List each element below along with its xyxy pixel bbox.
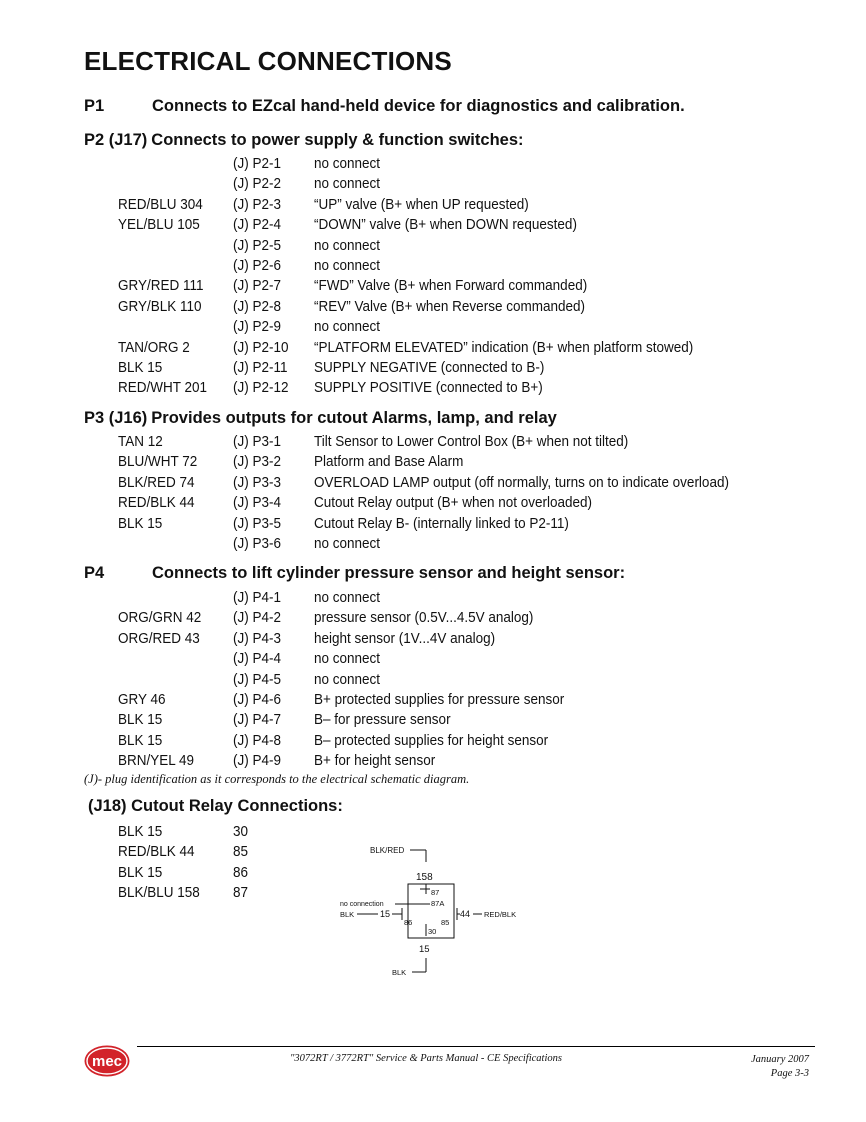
- pin-row: [0, 650, 866, 670]
- pin-description: SUPPLY POSITIVE (connected to B+): [314, 379, 543, 397]
- section-code: P4: [84, 564, 105, 582]
- relay-terminal-label: 85: [233, 843, 249, 861]
- wire-color-label: BRN/YEL 49: [118, 752, 195, 770]
- pin-label: (J) P2-8: [233, 297, 282, 315]
- section-p3-heading: [84, 409, 557, 428]
- pin-description: no connect: [314, 175, 381, 193]
- pin-description: no connect: [314, 318, 381, 336]
- pin-description: no connect: [314, 589, 381, 606]
- pin-label: (J) P2-5: [233, 236, 282, 254]
- pin-row: [0, 339, 866, 359]
- pin-label: (J) P2-10: [233, 338, 289, 356]
- wire-color-label: ORG/GRN 42: [118, 609, 202, 627]
- pin-description: no connect: [314, 256, 381, 274]
- relay-terminal-label: 30: [233, 823, 249, 840]
- relay-bottom-wire-label: BLK: [392, 968, 407, 977]
- wire-color-label: RED/BLK 44: [118, 494, 195, 512]
- wire-color-label: BLK 15: [118, 823, 163, 840]
- pin-row: [0, 433, 866, 453]
- relay-diagram: [330, 838, 530, 983]
- mec-logo: [83, 1044, 131, 1078]
- pin-description: height sensor (1V...4V analog): [314, 629, 496, 647]
- section-description: Provides outputs for cutout Alarms, lamp, and relay: [151, 409, 557, 427]
- pin-label: (J) P4-8: [233, 731, 282, 749]
- wire-color-label: RED/WHT 201: [118, 379, 208, 397]
- pin-label: (J) P2-2: [233, 175, 282, 193]
- relay-bottom-number: 15: [419, 944, 430, 955]
- section-description: Connects to lift cylinder pressure sensor and height sensor:: [152, 564, 626, 582]
- pin-row: [0, 752, 866, 772]
- relay-terminal-30: 30: [428, 927, 437, 936]
- pin-row: [0, 318, 866, 338]
- pin-label: (J) P4-9: [233, 752, 282, 770]
- wire-color-label: BLK 15: [118, 731, 163, 749]
- pin-label: (J) P2-4: [233, 216, 282, 234]
- pin-description: “REV” Valve (B+ when Reverse commanded): [314, 297, 585, 315]
- wire-color-label: BLU/WHT 72: [118, 453, 198, 471]
- pin-description: no connect: [314, 670, 381, 688]
- wire-color-label: BLK 15: [118, 358, 163, 376]
- wire-color-label: BLK 15: [118, 514, 163, 532]
- pin-description: Cutout Relay B- (internally linked to P2-11): [314, 514, 569, 532]
- relay-right-number: 44: [460, 909, 471, 919]
- relay-top-wire-label: BLK/RED: [370, 846, 405, 855]
- pin-label: (J) P3-5: [233, 514, 282, 532]
- pin-description: “PLATFORM ELEVATED” indication (B+ when platform stowed): [314, 338, 694, 356]
- pin-row: [0, 609, 866, 629]
- pin-row: [0, 277, 866, 297]
- pin-description: “FWD” Valve (B+ when Forward commanded): [314, 277, 588, 295]
- logo-text: mec: [91, 1053, 123, 1070]
- pin-label: (J) P2-7: [233, 277, 282, 295]
- wire-color-label: BLK 15: [118, 711, 163, 729]
- section-p4-heading: [84, 564, 626, 583]
- relay-left-number: 15: [380, 909, 391, 919]
- pin-description: no connect: [314, 650, 381, 668]
- pin-label: (J) P3-6: [233, 534, 282, 552]
- section-p2-heading: [84, 131, 524, 150]
- pin-row: [0, 515, 866, 535]
- p4-pin-list: [0, 589, 866, 773]
- wire-color-label: ORG/RED 43: [118, 629, 200, 647]
- wire-color-label: TAN/ORG 2: [118, 338, 190, 356]
- pin-description: no connect: [314, 236, 381, 254]
- wire-color-label: RED/BLK 44: [118, 843, 195, 861]
- pin-row: [0, 630, 866, 650]
- section-description: Connects to power supply & function switches:: [151, 131, 524, 149]
- pin-description: SUPPLY NEGATIVE (connected to B-): [314, 358, 545, 376]
- pin-label: (J) P2-1: [233, 155, 282, 172]
- section-description: Connects to EZcal hand-held device for diagnostics and calibration.: [152, 97, 685, 115]
- relay-terminal-label: 86: [233, 863, 249, 881]
- pin-label: (J) P4-3: [233, 629, 282, 647]
- pin-description: B+ for height sensor: [314, 752, 436, 770]
- pin-row: [0, 711, 866, 731]
- pin-row: [0, 379, 866, 399]
- footer-page-number: Page 3-3: [770, 1068, 809, 1079]
- wire-color-label: TAN 12: [118, 433, 163, 450]
- pin-row: [0, 359, 866, 379]
- page-title: ELECTRICAL CONNECTIONS: [84, 46, 452, 76]
- pin-label: (J) P4-7: [233, 711, 282, 729]
- pin-label: (J) P2-3: [233, 195, 282, 213]
- pin-label: (J) P4-6: [233, 690, 282, 708]
- pin-description: B+ protected supplies for pressure sensor: [314, 690, 565, 708]
- pin-description: no connect: [314, 534, 381, 552]
- wire-color-label: BLK/RED 74: [118, 473, 195, 491]
- relay-no-connection-label: no connection: [340, 901, 384, 908]
- pin-label: (J) P4-4: [233, 650, 282, 668]
- pin-description: Platform and Base Alarm: [314, 453, 464, 471]
- section-p1-heading: [84, 97, 685, 116]
- pin-label: (J) P4-1: [233, 589, 282, 606]
- pin-label: (J) P2-12: [233, 379, 289, 397]
- pin-label: (J) P3-2: [233, 453, 282, 471]
- pin-label: (J) P3-1: [233, 433, 282, 450]
- wire-color-label: YEL/BLU 105: [118, 216, 200, 234]
- section-code: P2 (J17): [84, 131, 148, 149]
- footnote: (J)- plug identification as it corresponds to the electrical schematic diagram.: [84, 772, 470, 786]
- wire-color-label: GRY/BLK 110: [118, 297, 202, 315]
- pin-label: (J) P3-4: [233, 494, 282, 512]
- pin-row: [0, 494, 866, 514]
- j18-heading: (J18) Cutout Relay Connections:: [88, 797, 343, 815]
- relay-terminal-label: 87: [233, 884, 249, 902]
- pin-row: [0, 196, 866, 216]
- pin-label: (J) P2-6: [233, 256, 282, 274]
- wire-color-label: GRY/RED 111: [118, 277, 204, 295]
- pin-row: [0, 691, 866, 711]
- relay-terminal-86: 86: [404, 918, 413, 927]
- relay-right-wire-label: RED/BLK: [484, 910, 517, 919]
- pin-label: (J) P4-2: [233, 609, 282, 627]
- wire-color-label: BLK 15: [118, 863, 163, 881]
- pin-description: pressure sensor (0.5V...4.5V analog): [314, 609, 534, 627]
- section-code: P3 (J16): [84, 409, 148, 427]
- pin-description: “UP” valve (B+ when UP requested): [314, 195, 529, 213]
- pin-description: Tilt Sensor to Lower Control Box (B+ when not tilted): [314, 433, 629, 450]
- pin-row: [0, 589, 866, 609]
- pin-label: (J) P2-11: [233, 358, 288, 376]
- footer-meta: [751, 1053, 809, 1081]
- pin-description: “DOWN” valve (B+ when DOWN requested): [314, 216, 577, 234]
- relay-terminal-87a: 87A: [431, 899, 445, 908]
- relay-terminal-87: 87: [431, 888, 440, 897]
- wire-color-label: RED/BLU 304: [118, 195, 203, 213]
- relay-left-wire-label: BLK: [340, 910, 355, 919]
- relay-terminal-158: 158: [416, 872, 433, 883]
- pin-row: [0, 453, 866, 473]
- pin-row: [0, 175, 866, 195]
- p2-pin-list: [0, 155, 866, 400]
- pin-row: [0, 535, 866, 555]
- pin-row: [0, 474, 866, 494]
- pin-description: OVERLOAD LAMP output (off normally, turns on to indicate overload): [314, 473, 729, 491]
- pin-label: (J) P2-9: [233, 318, 282, 336]
- pin-description: no connect: [314, 155, 381, 172]
- p3-pin-list: [0, 433, 866, 555]
- footer-divider: [137, 1046, 815, 1047]
- pin-row: [0, 216, 866, 236]
- pin-row: [0, 671, 866, 691]
- footer-manual-title: "3072RT / 3772RT" Service & Parts Manual - CE Specifications: [290, 1053, 562, 1064]
- pin-row: [0, 237, 866, 257]
- pin-description: B– for pressure sensor: [314, 711, 451, 729]
- pin-row: [0, 298, 866, 318]
- pin-description: B– protected supplies for height sensor: [314, 731, 549, 749]
- section-code: P1: [84, 97, 105, 115]
- pin-row: [0, 732, 866, 752]
- wire-color-label: BLK/BLU 158: [118, 884, 200, 902]
- pin-label: (J) P3-3: [233, 473, 282, 491]
- relay-terminal-85: 85: [441, 918, 450, 927]
- wire-color-label: GRY 46: [118, 690, 166, 708]
- footer-date: January 2007: [750, 1054, 809, 1065]
- pin-row: [0, 257, 866, 277]
- pin-description: Cutout Relay output (B+ when not overloaded): [314, 494, 593, 512]
- pin-label: (J) P4-5: [233, 670, 282, 688]
- pin-row: [0, 155, 866, 175]
